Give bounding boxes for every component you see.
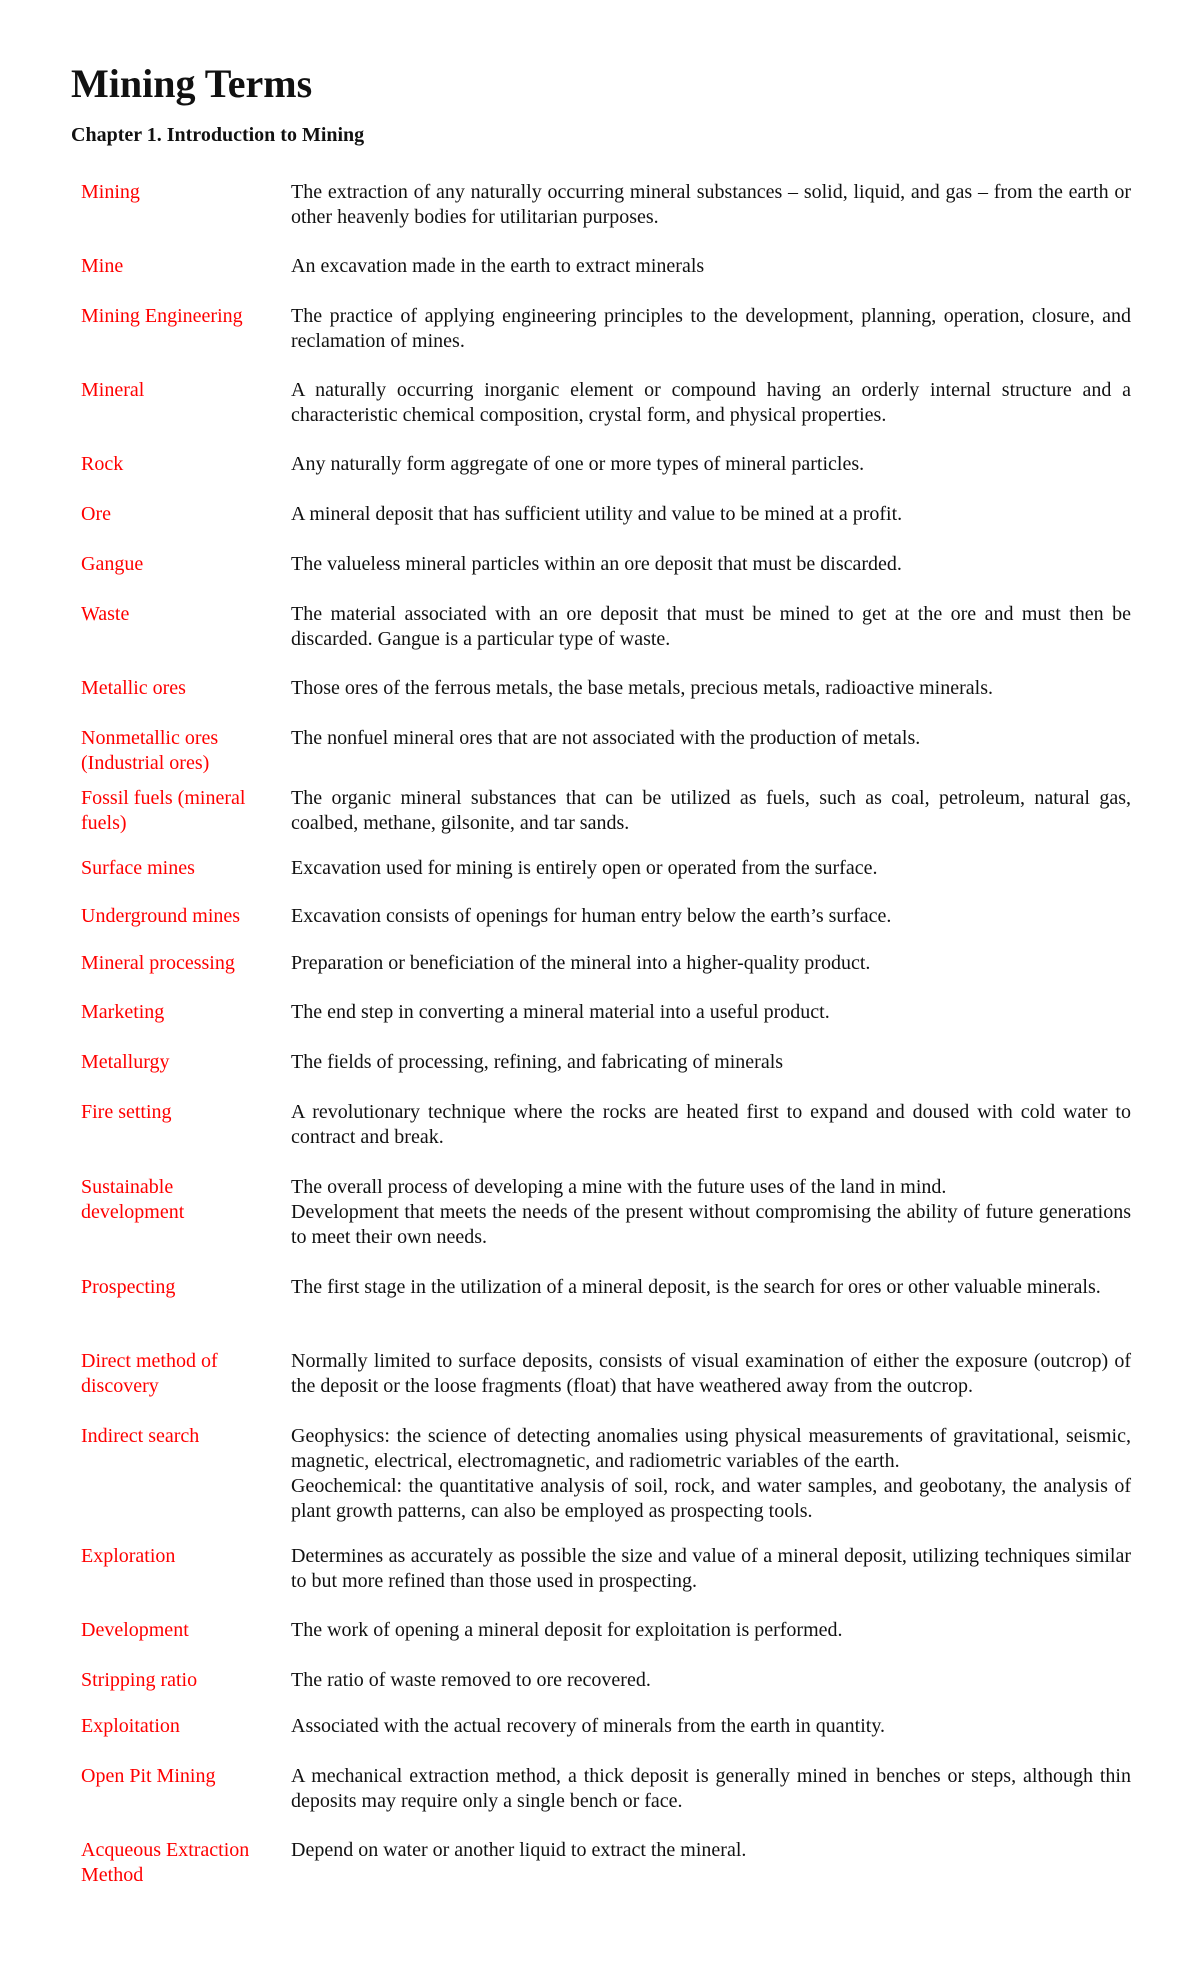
term-name: Prospecting <box>81 1276 176 1298</box>
term-name: Mining Engineering <box>81 305 243 327</box>
definition-paragraph: The work of opening a mineral deposit for exploitation is performed. <box>291 1619 843 1641</box>
term-name: Indirect search <box>81 1425 200 1447</box>
definition-paragraph: The fields of processing, refining, and fabricating of minerals <box>291 1051 784 1073</box>
chapter-heading: Chapter 1. Introduction to Mining <box>71 124 365 146</box>
term-definition <box>291 378 1131 428</box>
definition-paragraph: The extraction of any naturally occurring mineral substances – solid, liquid, and gas – from the earth or other heavenly bodies for utilitarian purposes. <box>291 181 1131 228</box>
term-name: Fossil fuels (mineral fuels) <box>81 787 246 834</box>
definition-paragraph: Geophysics: the science of detecting anomalies using physical measurements of gravitational, seismic, magnetic, electrical, electromagnetic, and radiometric variables of the earth. <box>291 1425 1131 1472</box>
term-definition <box>291 1175 1131 1250</box>
definition-paragraph: Associated with the actual recovery of minerals from the earth in quantity. <box>291 1715 886 1737</box>
definition-paragraph: A revolutionary technique where the rocks are heated first to expand and doused with cold water to contract and break. <box>291 1101 1131 1148</box>
definition-paragraph: Normally limited to surface deposits, consists of visual examination of either the exposure (outcrop) of the deposit or the loose fragments (float) that have weathered away from the outcrop. <box>291 1350 1131 1397</box>
term-definition <box>291 1050 1131 1075</box>
term-name: Ore <box>81 503 111 525</box>
term-definition <box>291 1764 1131 1814</box>
definition-paragraph: A mineral deposit that has sufficient utility and value to be mined at a profit. <box>291 503 903 525</box>
term-definition <box>291 676 1131 701</box>
term-definition <box>291 1714 1131 1739</box>
term-definition <box>291 304 1131 354</box>
term-name: Surface mines <box>81 857 195 879</box>
term-name: Sustainable development <box>81 1176 185 1223</box>
term-name: Metallic ores <box>81 677 186 699</box>
definition-paragraph: Geochemical: the quantitative analysis of soil, rock, and water samples, and geobotany, the analysis of plant growth patterns, can also be employed as prospecting tools. <box>291 1475 1131 1522</box>
term-definition <box>291 502 1131 527</box>
term-name: Stripping ratio <box>81 1669 198 1691</box>
term-definition <box>291 1275 1131 1300</box>
term-definition <box>291 452 1131 477</box>
term-name: Mineral processing <box>81 952 235 974</box>
term-definition <box>291 1100 1131 1150</box>
term-definition <box>291 602 1131 652</box>
term-name: Development <box>81 1619 189 1641</box>
term-definition <box>291 1424 1131 1524</box>
term-definition <box>291 552 1131 577</box>
term-definition <box>291 1668 1131 1693</box>
definition-paragraph: An excavation made in the earth to extract minerals <box>291 255 705 277</box>
definition-paragraph: The material associated with an ore deposit that must be mined to get at the ore and must then be discarded. Gangue is a particular type of waste. <box>291 603 1131 650</box>
term-name: Acqueous Extraction Method <box>81 1839 250 1886</box>
definition-paragraph: A mechanical extraction method, a thick deposit is generally mined in benches or steps, although thin deposits may require only a single bench or face. <box>291 1765 1131 1812</box>
term-definition <box>291 1544 1131 1594</box>
term-definition <box>291 254 1131 279</box>
term-name: Direct method of discovery <box>81 1350 218 1397</box>
definition-paragraph: The organic mineral substances that can be utilized as fuels, such as coal, petroleum, natural gas, coalbed, methane, gilsonite, and tar sands. <box>291 787 1131 834</box>
document-page <box>71 60 1131 148</box>
definition-paragraph: Depend on water or another liquid to extract the mineral. <box>291 1839 747 1861</box>
term-definition <box>291 856 1131 881</box>
document-title: Mining Terms <box>71 61 313 106</box>
definition-paragraph: Determines as accurately as possible the size and value of a mineral deposit, utilizing techniques similar to but more refined than those used in prospecting. <box>291 1545 1131 1592</box>
term-definition <box>291 1349 1131 1399</box>
term-definition <box>291 951 1131 976</box>
term-name: Exploration <box>81 1545 176 1567</box>
term-name: Marketing <box>81 1001 165 1023</box>
definition-paragraph: The ratio of waste removed to ore recovered. <box>291 1669 651 1691</box>
definition-paragraph: Preparation or beneficiation of the mineral into a higher-quality product. <box>291 952 871 974</box>
definition-paragraph: The first stage in the utilization of a mineral deposit, is the search for ores or other valuable minerals. <box>291 1276 1101 1298</box>
definition-paragraph: Excavation consists of openings for human entry below the earth’s surface. <box>291 905 892 927</box>
term-definition <box>291 180 1131 230</box>
term-name: Rock <box>81 453 124 475</box>
definition-paragraph: The practice of applying engineering principles to the development, planning, operation, closure, and reclamation of mines. <box>291 305 1131 352</box>
term-name: Exploitation <box>81 1715 180 1737</box>
term-definition <box>291 1618 1131 1643</box>
term-name: Metallurgy <box>81 1051 170 1073</box>
definition-paragraph: The overall process of developing a mine with the future uses of the land in mind. <box>291 1176 947 1198</box>
term-definition <box>291 904 1131 929</box>
definition-paragraph: Those ores of the ferrous metals, the base metals, precious metals, radioactive minerals. <box>291 677 993 699</box>
term-definition <box>291 726 1131 751</box>
term-name: Fire setting <box>81 1101 172 1123</box>
term-definition <box>291 1838 1131 1863</box>
term-name: Underground mines <box>81 905 241 927</box>
term-name: Waste <box>81 603 130 625</box>
definition-paragraph: A naturally occurring inorganic element or compound having an orderly internal structure and a characteristic chemical composition, crystal form, and physical properties. <box>291 379 1131 426</box>
term-definition <box>291 1000 1131 1025</box>
term-definition <box>291 786 1131 836</box>
definition-paragraph: Excavation used for mining is entirely open or operated from the surface. <box>291 857 878 879</box>
term-name: Gangue <box>81 553 144 575</box>
term-name: Mine <box>81 255 124 277</box>
definition-paragraph: The valueless mineral particles within an ore deposit that must be discarded. <box>291 553 902 575</box>
term-name: Mining <box>81 181 140 203</box>
definition-paragraph: Development that meets the needs of the present without compromising the ability of future generations to meet their own needs. <box>291 1201 1131 1248</box>
term-name: Mineral <box>81 379 145 401</box>
definition-paragraph: The end step in converting a mineral material into a useful product. <box>291 1001 830 1023</box>
term-name: Open Pit Mining <box>81 1765 216 1787</box>
definition-paragraph: The nonfuel mineral ores that are not associated with the production of metals. <box>291 727 921 749</box>
definition-paragraph: Any naturally form aggregate of one or more types of mineral particles. <box>291 453 865 475</box>
term-name: Nonmetallic ores (Industrial ores) <box>81 727 219 774</box>
